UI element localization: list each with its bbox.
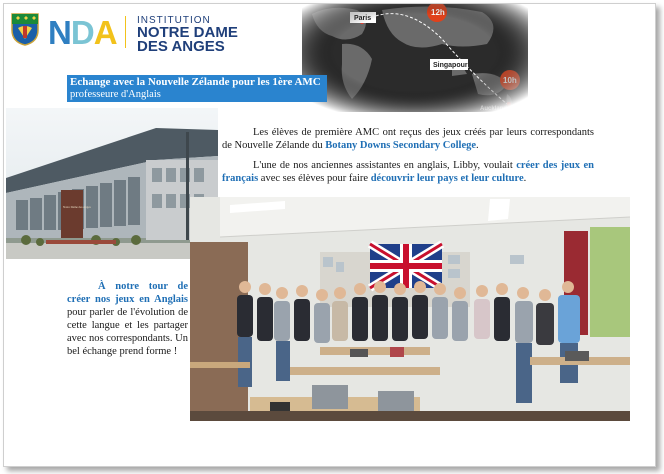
document-page	[3, 3, 656, 467]
article-title: Echange avec la Nouvelle Zélande pour les 1ère AMC	[70, 76, 321, 88]
article-subtitle: professeure d'Anglais	[70, 89, 161, 100]
institution-label: INSTITUTION	[137, 15, 211, 26]
school-crest-logo	[10, 12, 40, 46]
institution-name: NOTRE DAME DES ANGES	[137, 24, 238, 55]
highlight-create-games: créer des jeux en français	[222, 160, 594, 184]
side-paragraph: À notre tour de créer nos jeux en Anglais pour parler de l'évolution de cette langue et les partager avec nos correspondants. Un bel échange prend forme !	[67, 281, 188, 357]
paragraph-1: Les élèves de première AMC ont reçus des jeux créés par leurs correspondants de Nouvelle Zélande du Botany Downs Secondary College.	[222, 127, 594, 151]
classroom-group-photo	[190, 197, 630, 421]
paragraph-2: L'une de nos anciennes assistantes en anglais, Libby, voulait créer des jeux en français avec ses élèves pour faire découvrir leur pays et leur culture.	[222, 160, 594, 184]
building-sign: Notre Dame des Anges	[63, 205, 91, 209]
highlight-discover-country: découvrir leur pays et leur culture	[370, 173, 524, 184]
logo-divider	[125, 16, 126, 48]
nda-logo: NDA	[48, 14, 117, 51]
route-map-image	[302, 4, 528, 112]
side-highlight: À notre tour de créer nos jeux en Anglais	[67, 281, 188, 305]
school-building-photo	[6, 108, 218, 259]
college-name: Botany Downs Secondary College	[325, 140, 477, 151]
